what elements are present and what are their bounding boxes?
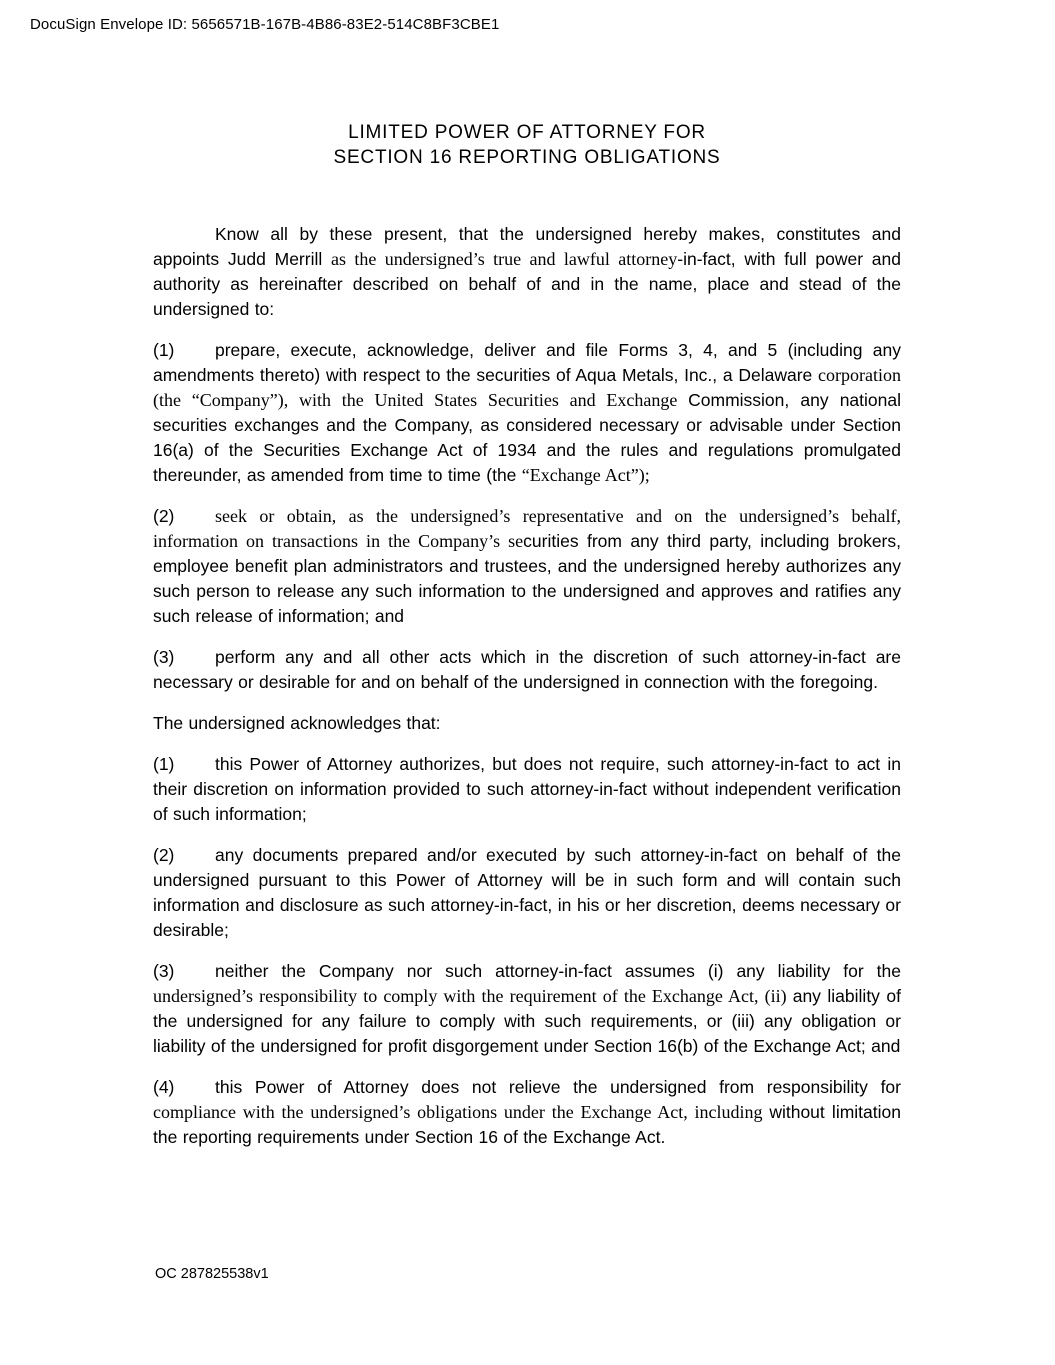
document-body bbox=[153, 222, 901, 1150]
paragraph-ack-3 bbox=[153, 959, 901, 1059]
text-segment-sans: neither the Company nor such attorney-in-fact assumes (i) any liability for the bbox=[215, 961, 901, 981]
paragraph-power-2 bbox=[153, 504, 901, 629]
text-segment-sans: curities from any third party, including brokers, employee benefit plan administrators and trustees, and the undersigned hereby authorizes any such person to release any such information to the undersigned and approves and ratifies any such release of information; and bbox=[153, 531, 901, 626]
document-content bbox=[153, 0, 901, 1150]
text-segment-sans: any liability of the undersigned for any failure to comply with such requirements, or (iii) any obligation or liability of the undersigned for profit disgorgement under Section 16(b) of the Exchange Act; and bbox=[153, 986, 901, 1056]
paragraph-number: (1) bbox=[153, 754, 175, 774]
text-segment-sans: Commission, any national securities exchanges and the Company, as considered necessary or advisable under Section 16(a) of the Securities Exchange Act of 1934 and the rules and regulations promulgated thereunder, as amended from time to time (the bbox=[153, 390, 901, 485]
paragraph-number: (4) bbox=[153, 1077, 175, 1097]
text-segment-serif: seek or obtain, as the undersigned’s representative and on the undersigned’s behalf, information on transactions in the Company’s se bbox=[153, 506, 901, 551]
text-segment-sans: The undersigned acknowledges that: bbox=[153, 713, 441, 733]
text-segment-sans: this Power of Attorney does not relieve the undersigned from responsibility for bbox=[215, 1077, 901, 1097]
paragraph-ack-4 bbox=[153, 1075, 901, 1150]
paragraph-power-3 bbox=[153, 645, 901, 695]
paragraph-acknowledgment-lead bbox=[153, 711, 901, 736]
document-title bbox=[153, 120, 901, 170]
docusign-envelope-id: DocuSign Envelope ID: 5656571B-167B-4B86-83E2-514C8BF3CBE1 bbox=[30, 16, 500, 33]
text-segment-sans: prepare, execute, acknowledge, deliver and file Forms 3, 4, and 5 (including any amendments thereto) with respect to the securities of Aqua Metals, Inc., a Delaware bbox=[153, 340, 901, 385]
text-segment-sans: perform any and all other acts which in the discretion of such attorney-in-fact are necessary or desirable for and on behalf of the undersigned in connection with the foregoing. bbox=[153, 647, 901, 692]
text-segment-serif: compliance with the undersigned’s obligations under the Exchange Act, including bbox=[153, 1102, 770, 1122]
text-segment-serif: corporation (the “Company”), with the United States Securities and Exchange bbox=[153, 365, 901, 410]
title-line-1: LIMITED POWER OF ATTORNEY FOR bbox=[348, 122, 706, 143]
title-line-2: SECTION 16 REPORTING OBLIGATIONS bbox=[333, 147, 721, 168]
text-segment-sans: this Power of Attorney authorizes, but does not require, such attorney-in-fact to act in their discretion on information provided to such attorney-in-fact without independent verification of such information; bbox=[153, 754, 901, 824]
paragraph-number: (3) bbox=[153, 961, 175, 981]
text-segment-sans: any documents prepared and/or executed by such attorney-in-fact on behalf of the undersigned pursuant to this Power of Attorney will be in such form and will contain such information and disclosure as such attorney-in-fact, in his or her discretion, deems necessary or desirable; bbox=[153, 845, 901, 940]
text-segment-serif: as the undersigned’s true and lawful attorney bbox=[331, 249, 678, 269]
text-segment-sans: without limitation the reporting requirements under Section 16 of the Exchange Act. bbox=[153, 1102, 901, 1147]
paragraph-number: (1) bbox=[153, 340, 175, 360]
paragraph-intro bbox=[153, 222, 901, 322]
paragraph-ack-1 bbox=[153, 752, 901, 827]
text-segment-sans: Know all by these present, that the undersigned hereby makes, constitutes and appoints Judd Merrill bbox=[153, 224, 901, 269]
paragraph-power-1 bbox=[153, 338, 901, 488]
text-segment-serif: undersigned’s responsibility to comply with the requirement of the Exchange Act, (ii) bbox=[153, 986, 793, 1006]
paragraph-number: (2) bbox=[153, 506, 175, 526]
paragraph-number: (3) bbox=[153, 647, 175, 667]
document-footer-reference: OC 287825538v1 bbox=[155, 1266, 269, 1282]
paragraph-number: (2) bbox=[153, 845, 175, 865]
text-segment-serif: “Exchange Act”); bbox=[521, 465, 650, 485]
text-segment-sans: -in-fact, with full power and authority as hereinafter described on behalf of and in the name, place and stead of the undersigned to: bbox=[153, 249, 901, 319]
paragraph-ack-2 bbox=[153, 843, 901, 943]
